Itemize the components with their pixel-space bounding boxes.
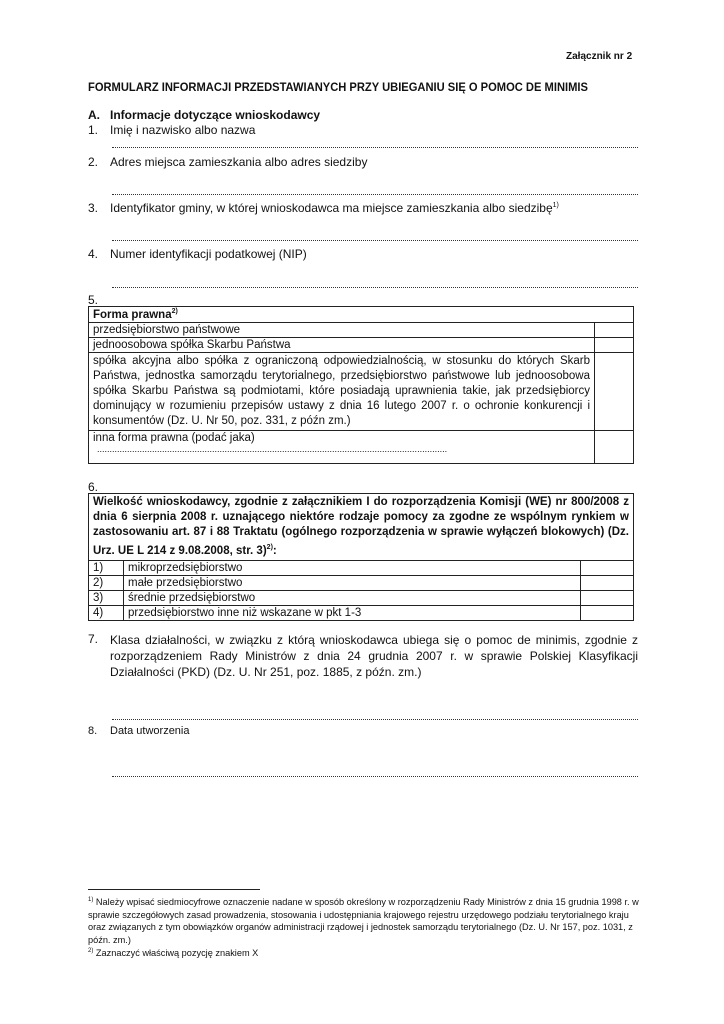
item-text: Klasa działalności, w związku z którą wnioskodawca ubiega się o pomoc de minimis, zgodnie z rozporządzeniem Rady Ministrów z dnia 24 grudnia 2007 r. w sprawie Polskiej Klasyfikacji Działalności (PKD) (Dz. U. Nr 251, poz. 1885, z późn. zm.) bbox=[110, 633, 638, 679]
size-row-label: średnie przedsiębiorstwo bbox=[124, 590, 581, 605]
item-address bbox=[88, 155, 367, 169]
legal-form-table bbox=[88, 306, 634, 464]
item-creation-date bbox=[88, 725, 190, 737]
footnote-text: Zaznaczyć właściwą pozycję znakiem X bbox=[95, 948, 259, 959]
item-nip bbox=[88, 247, 307, 261]
nip-input-line[interactable] bbox=[112, 286, 638, 288]
item-number: 8. bbox=[88, 725, 98, 737]
name-input-line[interactable] bbox=[112, 146, 638, 148]
item-size-number: 6. bbox=[88, 480, 99, 494]
legal-form-option: jednoosobowa spółka Skarbu Państwa bbox=[89, 337, 595, 352]
footnote-2 bbox=[88, 945, 640, 960]
item-label: Numer identyfikacji podatkowej (NIP) bbox=[110, 247, 307, 261]
size-row-label: małe przedsiębiorstwo bbox=[124, 575, 581, 590]
item-municipality-id bbox=[88, 201, 559, 215]
legal-form-checkbox[interactable] bbox=[595, 322, 634, 337]
legal-form-header: Forma prawna$^{2)}$ bbox=[89, 307, 634, 323]
size-row-number: 2) bbox=[89, 575, 124, 590]
item-label: Identyfikator gminy, w której wnioskodawca ma miejsce zamieszkania albo siedzibę bbox=[110, 201, 553, 215]
item-pkd bbox=[88, 632, 638, 680]
size-checkbox[interactable] bbox=[581, 560, 634, 575]
section-a-heading bbox=[88, 108, 320, 122]
size-row-number: 3) bbox=[89, 590, 124, 605]
item-number: 1. bbox=[88, 123, 99, 137]
legal-form-option: przedsiębiorstwo państwowe bbox=[89, 322, 595, 337]
footnote-ref: 1) bbox=[552, 202, 559, 209]
legal-form-checkbox[interactable] bbox=[595, 337, 634, 352]
address-input-line[interactable] bbox=[112, 193, 638, 195]
legal-form-other: inna forma prawna (podać jaka) ............................................................................................................................................ bbox=[89, 430, 595, 463]
form-title: FORMULARZ INFORMACJI PRZEDSTAWIANYCH PRZY UBIEGANIU SIĘ O POMOC DE MINIMIS bbox=[88, 80, 588, 94]
size-row-number: 4) bbox=[89, 605, 124, 620]
footnote-separator bbox=[88, 889, 260, 890]
pkd-input-line[interactable] bbox=[112, 718, 638, 720]
size-checkbox[interactable] bbox=[581, 590, 634, 605]
item-label: Data utworzenia bbox=[110, 725, 190, 737]
item-number: 4. bbox=[88, 247, 99, 261]
size-row-label: mikroprzedsiębiorstwo bbox=[124, 560, 581, 575]
size-table bbox=[88, 493, 634, 621]
footnote-text: Należy wpisać siedmiocyfrowe oznaczenie nadane w sposób określony w rozporządzeniu Rady Ministrów z dnia 15 grudnia 1998 r. w sprawie szczegółowych zasad prowadzenia, stosowania i udostępniania krajowego rejestru urzędowego podziału terytorialnego kraju oraz związanych z tym obowiązków organów administracji rządowej i jednostek samorządu terytorialnego (Dz. U. Nr 157, poz. 1031, z późn. zm.) bbox=[88, 897, 639, 945]
creation-date-input-line[interactable] bbox=[112, 775, 638, 777]
footnote-1 bbox=[88, 894, 640, 946]
footnote-mark: 1) bbox=[88, 897, 94, 903]
legal-form-option: spółka akcyjna albo spółka z ograniczoną odpowiedzialnością, w stosunku do których Skarb Państwa, jednostka samorządu terytorialnego, przedsiębiorstwo państwowe lub jednoosobowa spółka Skarbu Państwa są podmiotami, które posiadają uprawnienia takie, jak przedsiębiorcy dominujący w rozumieniu przepisów ustawy z dnia 16 lutego 2007 r. o ochronie konkurencji i konsumentów (Dz. U. Nr 50, poz. 331, z późn zm.) bbox=[89, 352, 595, 430]
footnote-mark: 2) bbox=[88, 948, 94, 954]
other-form-input-line[interactable]: ............................................................................................................................................ bbox=[97, 443, 448, 454]
section-a-title: Informacje dotyczące wnioskodawcy bbox=[110, 108, 321, 122]
item-label: Imię i nazwisko albo nazwa bbox=[110, 123, 256, 137]
section-a-letter: A. bbox=[88, 108, 100, 122]
size-checkbox[interactable] bbox=[581, 605, 634, 620]
municipality-input-line[interactable] bbox=[112, 239, 638, 241]
size-checkbox[interactable] bbox=[581, 575, 634, 590]
size-header: Wielkość wnioskodawcy, zgodnie z załącznikiem I do rozporządzenia Komisji (WE) nr 800/2008 z dnia 6 sierpnia 2008 r. uznającego niektóre rodzaje pomocy za zgodne ze wspólnym rynkiem w zastosowaniu art. 87 i 88 Traktatu (ogólnego rozporządzenia w sprawie wyłączeń blokowych) (Dz. Urz. UE L 214 z 9.08.2008, str. 3)$^{2)}$: bbox=[89, 494, 634, 561]
item-label: Adres miejsca zamieszkania albo adres siedziby bbox=[110, 155, 368, 169]
item-name bbox=[88, 123, 255, 137]
size-row-number: 1) bbox=[89, 560, 124, 575]
item-number: 2. bbox=[88, 155, 99, 169]
legal-form-checkbox[interactable] bbox=[595, 352, 634, 430]
item-number: 3. bbox=[88, 201, 99, 215]
annex-label: Załącznik nr 2 bbox=[566, 51, 633, 62]
size-row-label: przedsiębiorstwo inne niż wskazane w pkt 1-3 bbox=[124, 605, 581, 620]
item-legal-form-number: 5. bbox=[88, 293, 99, 307]
legal-form-checkbox[interactable] bbox=[595, 430, 634, 463]
item-number: 7. bbox=[88, 632, 99, 646]
